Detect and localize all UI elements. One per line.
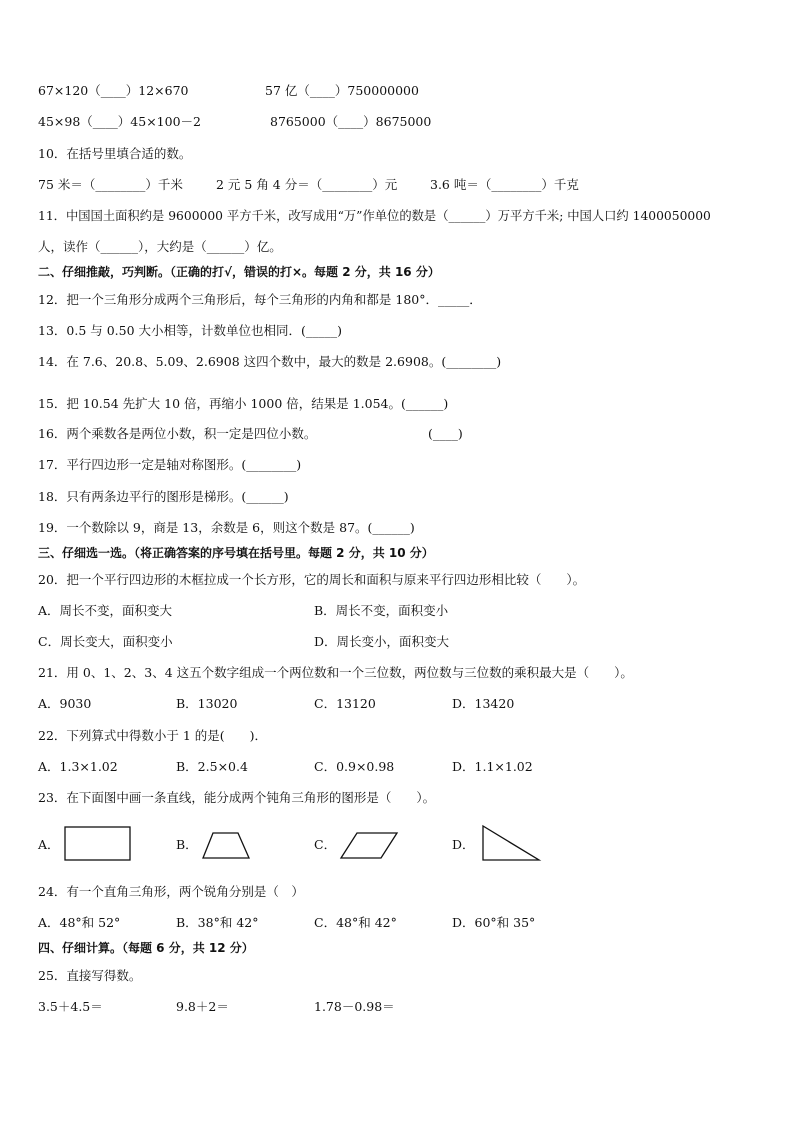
question-21-stem: 21．用 0、1、2、3、4 这五个数字组成一个两位数和一个三位数，两位数与三位数的乘积最大是（ ）。 [38,665,633,680]
question-18: 18．只有两条边平行的图形是梯形。(______) [38,489,289,504]
question-20-stem: 20．把一个平行四边形的木框拉成一个长方形，它的周长和面积与原来平行四边形相比较（ ）。 [38,572,586,587]
question-15: 15．把 10.54 先扩大 10 倍，再缩小 1000 倍，结果是 1.054。(______) [38,396,449,411]
q25-item-2: 9.8＋2＝ [176,999,229,1014]
rectangle-icon [64,826,131,861]
section2-title: 二、仔细推敲，巧判断。（正确的打√，错误的打×。每题 2 分，共 16 分） [38,265,440,279]
q24-option-d: D．60°和 35° [452,915,536,930]
q24-option-b: B．38°和 42° [176,915,259,930]
q10-item-2: 2 元 5 角 4 分＝（________）元 [216,177,398,192]
q20-option-b: B．周长不变，面积变小 [314,603,449,618]
q21-option-c: C．13120 [314,696,376,711]
q23-option-b: B． [176,837,198,852]
q23-option-a: A． [38,837,60,852]
q20-option-a: A．周长不变，面积变大 [38,603,173,618]
question-16: 16．两个乘数各是两位小数，积一定是四位小数。 [38,426,317,441]
q25-item-1: 3.5＋4.5＝ [38,999,103,1014]
compare-left-1: 67×120（____）12×670 [38,83,189,98]
q11-line-2: 人，读作（______），大约是（______）亿。 [38,239,282,254]
question-14: 14．在 7.6、20.8、5.09、2.6908 这四个数中，最大的数是 2.6908。(________) [38,354,502,369]
question-19: 19．一个数除以 9，商是 13，余数是 6，则这个数是 87。(______) [38,520,415,535]
q22-option-d: D．1.1×1.02 [452,759,533,774]
q23-option-d: D． [452,837,475,852]
q21-option-a: A．9030 [38,696,92,711]
q10-item-3: 3.6 吨＝（________）千克 [430,177,579,192]
question-17: 17．平行四边形一定是轴对称图形。(________) [38,457,302,472]
q22-option-b: B．2.5×0.4 [176,759,248,774]
q22-option-a: A．1.3×1.02 [38,759,118,774]
question-22-stem: 22．下列算式中得数小于 1 的是( )． [38,728,268,743]
q21-option-b: B．13020 [176,696,238,711]
q10-item-1: 75 米＝（________）千米 [38,177,183,192]
question-12: 12．把一个三角形分成两个三角形后，每个三角形的内角和都是 180°．_____． [38,292,482,307]
q21-option-d: D．13420 [452,696,515,711]
q20-option-d: D．周长变小，面积变大 [314,634,450,649]
question-16-blank: (____) [428,426,463,441]
q24-option-c: C．48°和 42° [314,915,397,930]
q22-option-c: C．0.9×0.98 [314,759,395,774]
q23-option-c: C． [314,837,337,852]
section4-title: 四、仔细计算。（每题 6 分，共 12 分） [38,941,254,955]
q24-option-a: A．48°和 52° [38,915,121,930]
q11-line-1: 11．中国国土面积约是 9600000 平方千米，改写成用“万”作单位的数是（______）万平方千米; 中国人口约 1400050000 [38,209,711,223]
compare-left-2: 45×98（____）45×100－2 [38,114,201,129]
q25-item-3: 1.78－0.98＝ [314,999,395,1014]
question-24-stem: 24．有一个直角三角形，两个锐角分别是（ ） [38,884,304,899]
trapezoid-icon [202,832,250,859]
section3-title: 三、仔细选一选。（将正确答案的序号填在括号里。每题 2 分，共 10 分） [38,546,434,560]
parallelogram-icon [340,832,398,859]
question-23-stem: 23．在下面图中画一条直线，能分成两个钝角三角形的图形是（ ）。 [38,790,436,805]
question-13: 13．0.5 与 0.50 大小相等，计数单位也相同．(_____) [38,323,343,338]
compare-right-2: 8765000（____）8675000 [270,114,432,129]
q20-option-c: C．周长变大，面积变小 [38,634,173,649]
right-triangle-icon [482,825,540,861]
q10-stem: 10．在括号里填合适的数。 [38,146,192,161]
question-25-stem: 25．直接写得数。 [38,968,142,983]
compare-right-1: 57 亿（____）750000000 [265,83,419,98]
